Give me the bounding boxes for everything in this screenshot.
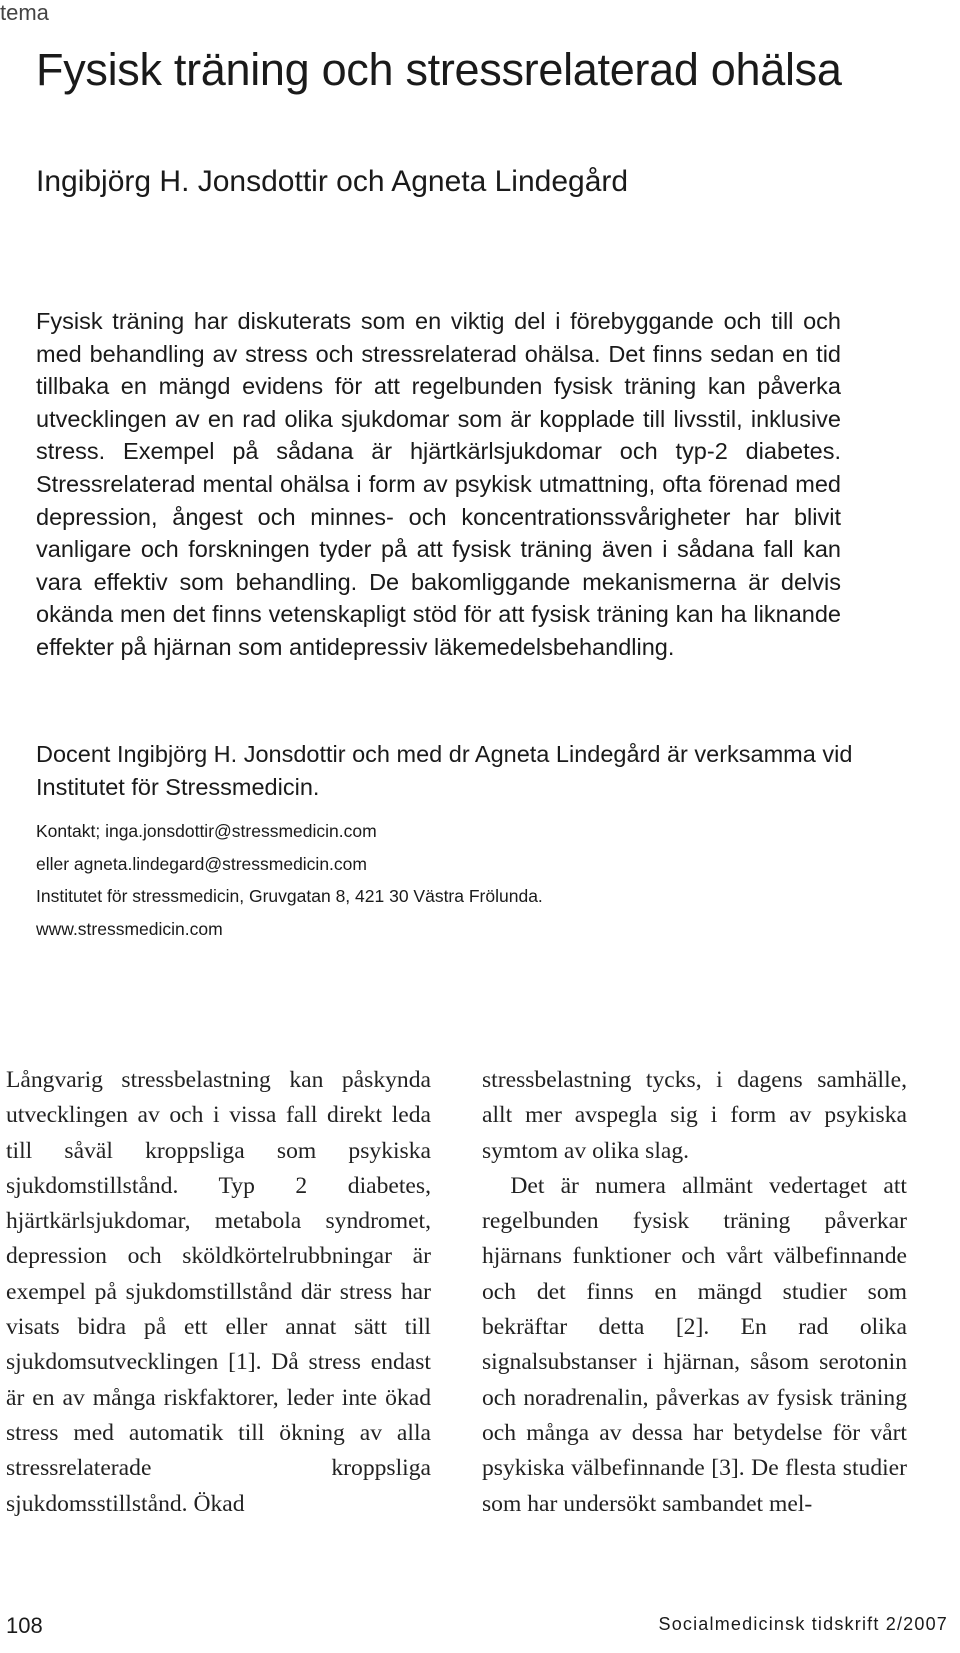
- body-paragraph: stressbelastning tycks, i dagens samhälle, allt mer avspegla sig i form av psykiska symtom av olika slag.: [482, 1067, 907, 1164]
- contact-info: [36, 815, 936, 945]
- author-bio: Docent Ingibjörg H. Jonsdottir och med dr Agneta Lindegård är verksamma vid Institutet för Stressmedicin.: [36, 741, 853, 800]
- body-paragraph: Det är numera allmänt vedertaget att regelbunden fysisk träning påverkar hjärnans funktioner och vårt välbefinnande och det finns en mängd studier som bekräftar detta [2]. En rad olika signalsubstanser i hjärnan, såsom serotonin och noradrenalin, påverkas av fysisk träning och många av dessa har betydelse för vårt psykiska välbefinnande [3]. De flesta studier som har undersökt sambandet mel-: [482, 1172, 907, 1517]
- body-column-right: [482, 1063, 907, 1522]
- section-tag: tema: [0, 0, 49, 25]
- authors: Ingibjörg H. Jonsdottir och Agneta Lindegård: [36, 165, 629, 198]
- contact-email-1[interactable]: Kontakt; inga.jonsdottir@stressmedicin.com: [36, 821, 377, 841]
- page-number: 108: [6, 1613, 43, 1638]
- journal-reference: Socialmedicinsk tidskrift 2/2007: [658, 1614, 948, 1634]
- contact-address: Institutet för stressmedicin, Gruvgatan 8, 421 30 Västra Frölunda.: [36, 886, 543, 907]
- abstract: Fysisk träning har diskuterats som en viktig del i förebyggande och till och med behandling av stress och stressrelaterad ohälsa. Det finns sedan en tid tillbaka en mängd evidens för att regelbunden fysisk träning kan påverka utvecklingen av en rad olika sjukdomar som är kopplade till livsstil, inklusive stress. Exempel på sådana är hjärtkärlsjukdomar och typ-2 diabetes. Stressrelaterad mental ohälsa i form av psykisk utmattning, ofta förenad med depression, ångest och minnes- och koncentrationssvårigheter har blivit vanligare och forskningen tyder på att fysisk träning även i sådana fall kan vara effektiv som behandling. De bakomliggande mekanismerna är delvis okända men det finns vetenskapligt stöd för att fysisk träning kan ha liknande effekter på hjärnan som antidepressiv läkemedelsbehandling.: [36, 308, 841, 660]
- contact-email-2[interactable]: eller agneta.lindegard@stressmedicin.com: [36, 853, 367, 874]
- body-column-left: [6, 1063, 431, 1522]
- contact-website[interactable]: www.stressmedicin.com: [36, 918, 223, 939]
- article-title: Fysisk träning och stressrelaterad ohälsa: [36, 44, 842, 95]
- body-paragraph: Långvarig stressbelastning kan påskynda utvecklingen av och i vissa fall direkt leda till såväl kroppsliga som psykiska sjukdomstillstånd. Typ 2 diabetes, hjärtkärlsjukdomar, metabola syndromet, depression och sköldkörtelrubbningar är exempel på sjukdomstillstånd där stress har visats bidra på ett eller annat sätt till sjukdomsutvecklingen [1]. Då stress endast är en av många riskfaktorer, leder inte ökad stress med automatik till ökning av alla stressrelaterade kroppsliga sjukdomsstillstånd. Ökad: [6, 1067, 431, 1517]
